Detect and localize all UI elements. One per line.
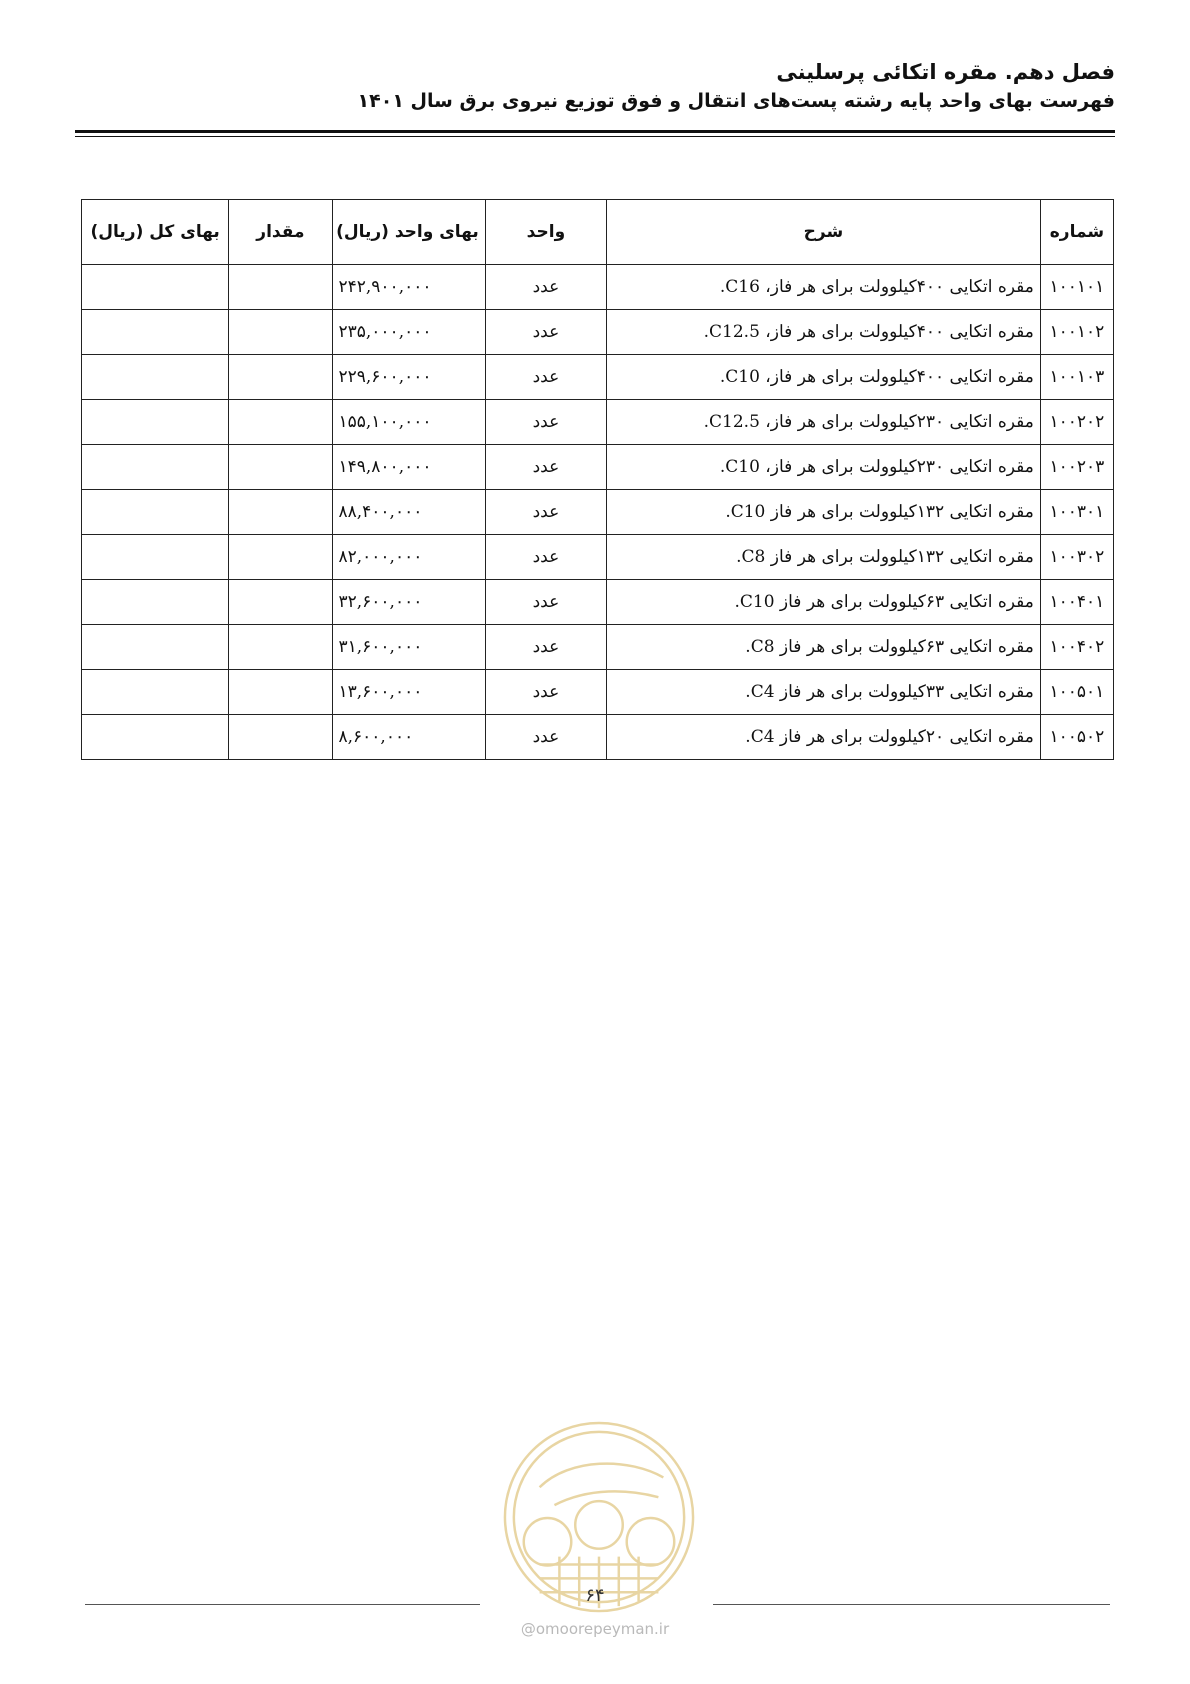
table-row xyxy=(82,445,1114,490)
price-list-table xyxy=(81,199,1114,760)
row-description-cell: مقره اتکایی ۶۳کیلوولت برای هر فاز C10. xyxy=(607,580,1041,625)
table-row xyxy=(82,580,1114,625)
row-quantity-cell xyxy=(229,265,332,310)
website-url: @omoorepeyman.ir xyxy=(520,1620,670,1638)
row-unit-cell: عدد xyxy=(485,580,606,625)
page-header xyxy=(75,58,1115,116)
row-unit-price-cell: ۱۳,۶۰۰,۰۰۰ xyxy=(332,670,485,715)
row-unit-price-cell: ۳۲,۶۰۰,۰۰۰ xyxy=(332,580,485,625)
row-description-cell: مقره اتکایی ۲۰کیلوولت برای هر فاز C4. xyxy=(607,715,1041,760)
row-number-cell: ۱۰۰۲۰۲ xyxy=(1040,400,1113,445)
table-row xyxy=(82,265,1114,310)
row-number-cell: ۱۰۰۴۰۱ xyxy=(1040,580,1113,625)
row-quantity-cell xyxy=(229,580,332,625)
header-quantity: مقدار xyxy=(229,200,332,265)
table-row xyxy=(82,625,1114,670)
table-row xyxy=(82,400,1114,445)
row-number-cell: ۱۰۰۴۰۲ xyxy=(1040,625,1113,670)
row-total-price-cell xyxy=(82,715,229,760)
table-row xyxy=(82,670,1114,715)
row-quantity-cell xyxy=(229,400,332,445)
row-total-price-cell xyxy=(82,670,229,715)
row-unit-cell: عدد xyxy=(485,535,606,580)
row-quantity-cell xyxy=(229,670,332,715)
table-row xyxy=(82,535,1114,580)
header-number: شماره xyxy=(1040,200,1113,265)
header-rule-thin xyxy=(75,136,1115,137)
document-subtitle: فهرست بهای واحد پایه رشته پست‌های انتقال و فوق توزیع نیروی برق سال ۱۴۰۱ xyxy=(357,90,1115,112)
table-body xyxy=(82,265,1114,760)
row-unit-price-cell: ۲۲۹,۶۰۰,۰۰۰ xyxy=(332,355,485,400)
row-quantity-cell xyxy=(229,310,332,355)
row-description-cell: مقره اتکایی ۴۰۰کیلوولت برای هر فاز، C10. xyxy=(607,355,1041,400)
row-description-cell: مقره اتکایی ۲۳۰کیلوولت برای هر فاز، C12.5. xyxy=(607,400,1041,445)
row-unit-price-cell: ۲۴۲,۹۰۰,۰۰۰ xyxy=(332,265,485,310)
row-number-cell: ۱۰۰۳۰۲ xyxy=(1040,535,1113,580)
row-description-cell: مقره اتکایی ۳۳کیلوولت برای هر فاز C4. xyxy=(607,670,1041,715)
row-total-price-cell xyxy=(82,535,229,580)
row-number-cell: ۱۰۰۵۰۲ xyxy=(1040,715,1113,760)
row-unit-cell: عدد xyxy=(485,400,606,445)
table-row xyxy=(82,490,1114,535)
header-unit-price: بهای واحد (ریال) xyxy=(332,200,485,265)
row-number-cell: ۱۰۰۲۰۳ xyxy=(1040,445,1113,490)
row-description-cell: مقره اتکایی ۴۰۰کیلوولت برای هر فاز، C16. xyxy=(607,265,1041,310)
row-quantity-cell xyxy=(229,535,332,580)
chapter-title: فصل دهم. مقره اتکائی پرسلینی xyxy=(776,60,1115,84)
row-number-cell: ۱۰۰۱۰۲ xyxy=(1040,310,1113,355)
footer-rule-left xyxy=(85,1604,480,1605)
row-unit-price-cell: ۸۸,۴۰۰,۰۰۰ xyxy=(332,490,485,535)
row-description-cell: مقره اتکایی ۴۰۰کیلوولت برای هر فاز، C12.5. xyxy=(607,310,1041,355)
row-total-price-cell xyxy=(82,445,229,490)
row-total-price-cell xyxy=(82,490,229,535)
page-number: ۶۴ xyxy=(585,1585,605,1606)
row-unit-price-cell: ۸۲,۰۰۰,۰۰۰ xyxy=(332,535,485,580)
row-total-price-cell xyxy=(82,580,229,625)
row-unit-cell: عدد xyxy=(485,310,606,355)
row-quantity-cell xyxy=(229,490,332,535)
row-description-cell: مقره اتکایی ۱۳۲کیلوولت برای هر فاز C10. xyxy=(607,490,1041,535)
row-unit-cell: عدد xyxy=(485,715,606,760)
row-quantity-cell xyxy=(229,625,332,670)
table-header-row xyxy=(82,200,1114,265)
row-total-price-cell xyxy=(82,310,229,355)
row-unit-price-cell: ۱۵۵,۱۰۰,۰۰۰ xyxy=(332,400,485,445)
row-number-cell: ۱۰۰۵۰۱ xyxy=(1040,670,1113,715)
table-row xyxy=(82,310,1114,355)
row-unit-cell: عدد xyxy=(485,670,606,715)
footer-rule-right xyxy=(713,1604,1110,1605)
row-unit-cell: عدد xyxy=(485,265,606,310)
table-row xyxy=(82,355,1114,400)
row-quantity-cell xyxy=(229,715,332,760)
header-description: شرح xyxy=(607,200,1041,265)
row-unit-price-cell: ۸,۶۰۰,۰۰۰ xyxy=(332,715,485,760)
header-unit: واحد xyxy=(485,200,606,265)
row-unit-cell: عدد xyxy=(485,355,606,400)
row-total-price-cell xyxy=(82,625,229,670)
row-unit-price-cell: ۲۳۵,۰۰۰,۰۰۰ xyxy=(332,310,485,355)
row-description-cell: مقره اتکایی ۲۳۰کیلوولت برای هر فاز، C10. xyxy=(607,445,1041,490)
row-total-price-cell xyxy=(82,400,229,445)
table-row xyxy=(82,715,1114,760)
row-description-cell: مقره اتکایی ۶۳کیلوولت برای هر فاز C8. xyxy=(607,625,1041,670)
row-quantity-cell xyxy=(229,355,332,400)
row-unit-cell: عدد xyxy=(485,445,606,490)
row-number-cell: ۱۰۰۱۰۳ xyxy=(1040,355,1113,400)
row-unit-price-cell: ۳۱,۶۰۰,۰۰۰ xyxy=(332,625,485,670)
row-total-price-cell xyxy=(82,355,229,400)
row-quantity-cell xyxy=(229,445,332,490)
row-number-cell: ۱۰۰۳۰۱ xyxy=(1040,490,1113,535)
row-total-price-cell xyxy=(82,265,229,310)
row-number-cell: ۱۰۰۱۰۱ xyxy=(1040,265,1113,310)
row-unit-cell: عدد xyxy=(485,490,606,535)
row-unit-price-cell: ۱۴۹,۸۰۰,۰۰۰ xyxy=(332,445,485,490)
row-description-cell: مقره اتکایی ۱۳۲کیلوولت برای هر فاز C8. xyxy=(607,535,1041,580)
header-total-price: بهای کل (ریال) xyxy=(82,200,229,265)
header-rule-thick xyxy=(75,130,1115,133)
row-unit-cell: عدد xyxy=(485,625,606,670)
